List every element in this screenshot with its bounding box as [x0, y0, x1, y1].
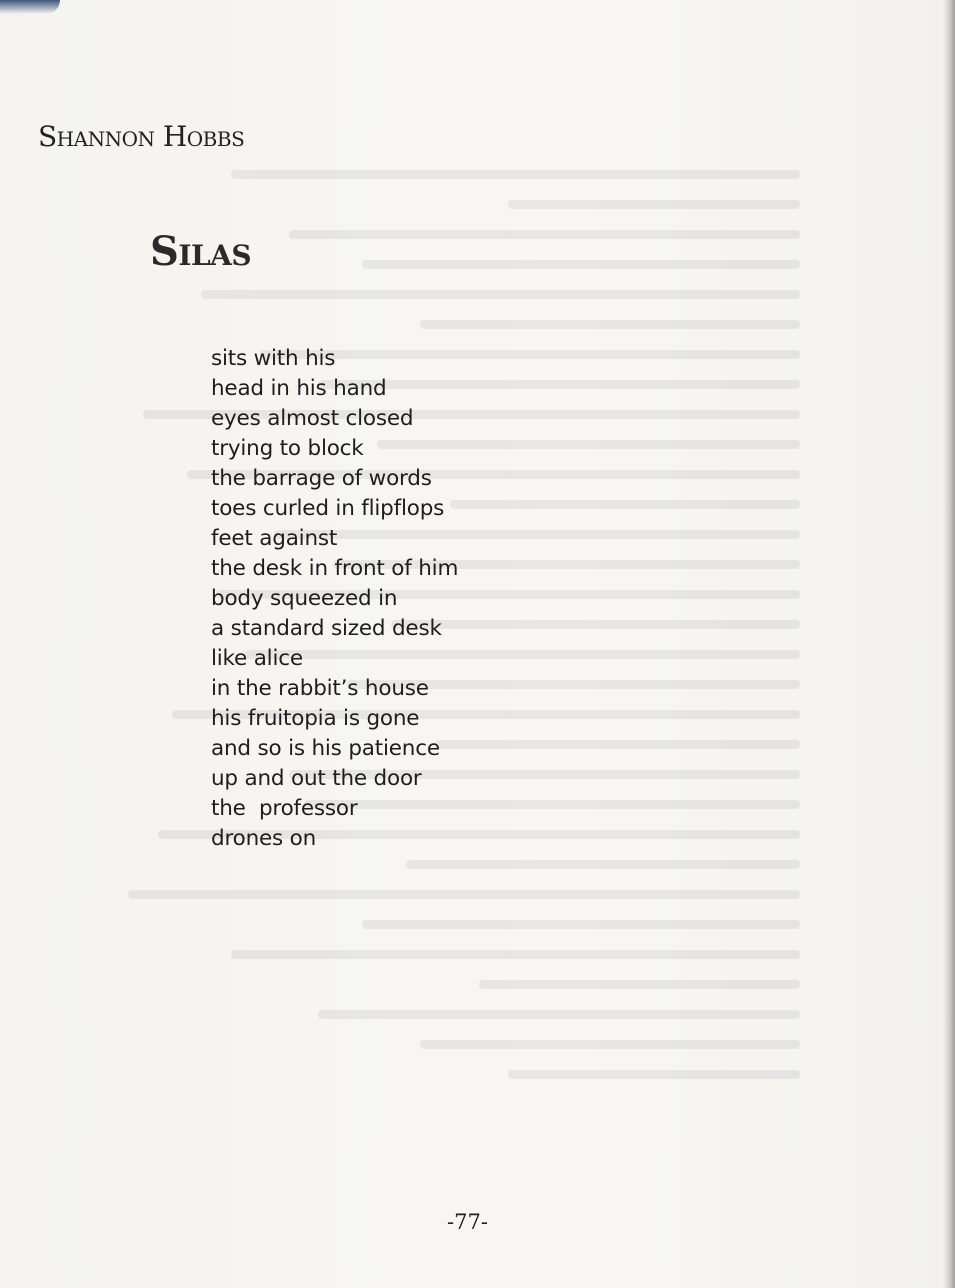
poem-line: and so is his patience — [211, 736, 440, 761]
page-number: -77- — [447, 1210, 488, 1234]
poem-line: drones on — [211, 826, 317, 851]
poem-line: his fruitopia is gone — [211, 706, 420, 731]
poem-line: sits with his — [211, 346, 336, 371]
poem-line: eyes almost closed — [211, 406, 414, 431]
poem-line: up and out the door — [211, 766, 422, 791]
poem-line: body squeezed in — [211, 586, 398, 611]
poem-line: toes curled in flipflops — [211, 496, 445, 521]
poem-line: a standard sized desk — [211, 616, 442, 641]
author-name: Shannon Hobbs — [38, 120, 245, 153]
poem-line: the professor — [211, 796, 358, 821]
poem-line: the barrage of words — [211, 466, 432, 491]
poem-title: Silas — [150, 228, 252, 275]
page-binding-shadow — [943, 0, 955, 1288]
poem-line: trying to block — [211, 436, 364, 461]
page-corner-shadow — [0, 0, 60, 14]
poem-line: in the rabbit’s house — [211, 676, 429, 701]
poem-line: like alice — [211, 646, 303, 671]
poem-line: head in his hand — [211, 376, 387, 401]
poem-line: feet against — [211, 526, 338, 551]
poem-body — [211, 344, 458, 854]
poem-line: the desk in front of him — [211, 556, 459, 581]
